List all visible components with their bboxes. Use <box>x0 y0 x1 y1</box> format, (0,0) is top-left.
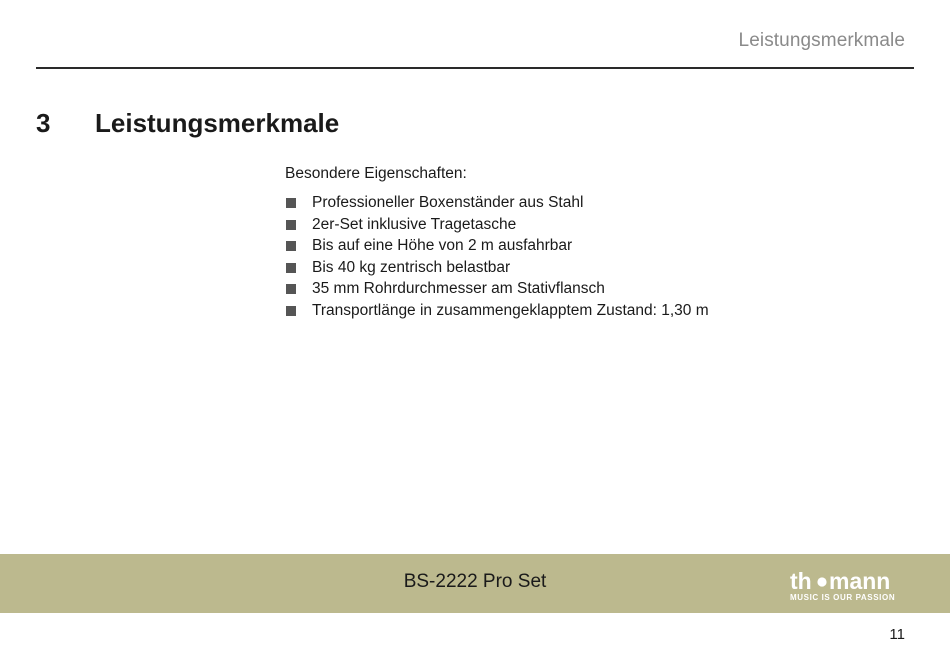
feature-text: Professioneller Boxenständer aus Stahl <box>312 194 584 211</box>
square-bullet-icon <box>286 263 296 273</box>
svg-text:th: th <box>790 568 812 594</box>
page-number: 11 <box>889 626 905 643</box>
content-section <box>285 164 885 321</box>
square-bullet-icon <box>286 198 296 208</box>
square-bullet-icon <box>286 306 296 316</box>
footer-band <box>0 554 950 613</box>
header-divider <box>36 67 914 69</box>
square-bullet-icon <box>286 241 296 251</box>
svg-text:mann: mann <box>829 568 891 594</box>
square-bullet-icon <box>286 220 296 230</box>
svg-text:MUSIC IS OUR PASSION: MUSIC IS OUR PASSION <box>790 593 896 602</box>
thomann-logo <box>790 567 905 603</box>
feature-item <box>285 214 885 236</box>
feature-item <box>285 235 885 257</box>
feature-text: 2er-Set inklusive Tragetasche <box>312 215 517 233</box>
feature-item <box>285 300 885 322</box>
feature-item <box>285 278 885 300</box>
feature-text: Transportlänge in zusammengeklapptem Zustand: 1,30 m <box>312 301 709 319</box>
chapter-number: 3 <box>36 108 51 138</box>
feature-text: Bis 40 kg zentrisch belastbar <box>312 258 511 276</box>
feature-list <box>285 192 885 321</box>
square-bullet-icon <box>286 284 296 294</box>
product-name: BS-2222 Pro Set <box>403 571 547 592</box>
feature-item <box>285 192 885 214</box>
feature-text: Bis auf eine Höhe von 2 m ausfahrbar <box>312 237 573 254</box>
feature-item <box>285 257 885 279</box>
features-intro: Besondere Eigenschaften: <box>285 165 467 182</box>
feature-text: 35 mm Rohrdurchmesser am Stativflansch <box>312 280 605 297</box>
chapter-title: Leistungsmerkmale <box>95 108 340 138</box>
running-header: Leistungsmerkmale <box>738 30 905 51</box>
